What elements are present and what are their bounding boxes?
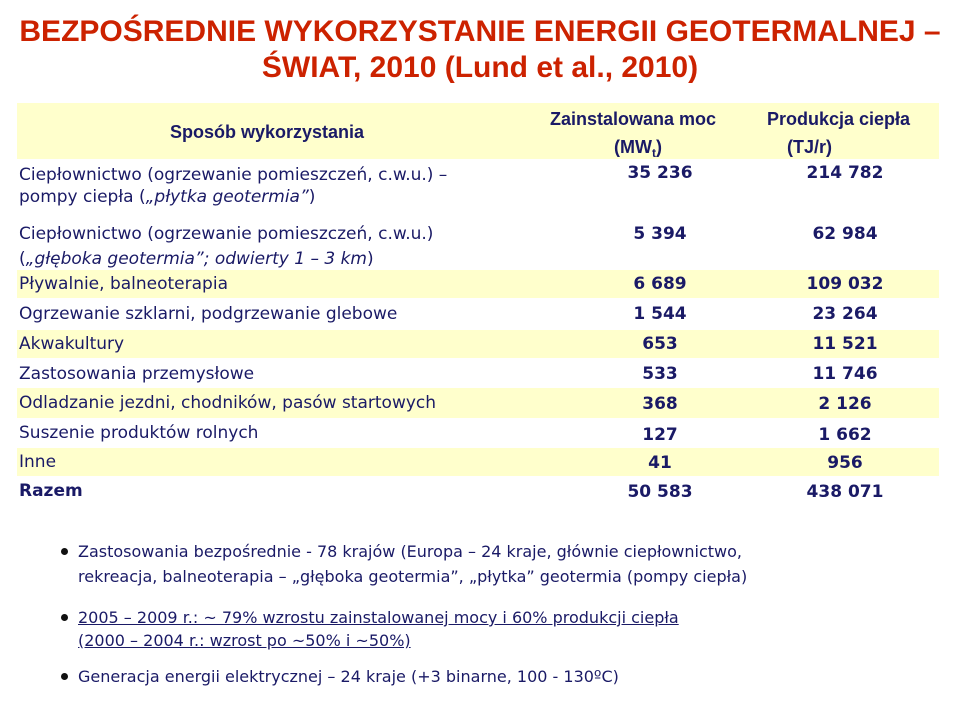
bullet-2-line1: 2005 – 2009 r.: ~ 79% wzrostu zainstalowanej mocy i 60% produkcji ciepła <box>78 608 679 627</box>
row-3-power: 1 544 <box>633 304 687 324</box>
row-5-heat: 11 746 <box>812 364 878 384</box>
row-7-label: Suszenie produktów rolnych <box>19 423 259 443</box>
row-0-label-line1: Ciepłownictwo (ogrzewanie pomieszczeń, c.w.u.) – <box>19 165 448 185</box>
row-1-label-line2: („głęboka geotermia”; odwierty 1 – 3 km) <box>19 249 374 269</box>
row-5-power: 533 <box>642 364 678 384</box>
row-2-power: 6 689 <box>633 274 687 294</box>
row-9-heat: 438 071 <box>806 482 884 502</box>
row-3-label: Ogrzewanie szklarni, podgrzewanie glebowe <box>19 304 398 324</box>
bullet-1-line2: rekreacja, balneoterapia – „głęboka geotermia”, „płytka” geotermia (pompy ciepła) <box>78 567 748 586</box>
row-6-label: Odladzanie jezdni, chodników, pasów startowych <box>19 393 437 413</box>
bullet-dot-1 <box>61 548 68 555</box>
col-header-power-line2: $(MW_t)$ <box>614 137 662 160</box>
bullet-1-line1: Zastosowania bezpośrednie - 78 krajów (Europa – 24 kraje, głównie ciepłownictwo, <box>78 542 743 561</box>
row-7-power: 127 <box>642 425 678 445</box>
row-4-heat: 11 521 <box>812 334 878 354</box>
col-header-heat-line1: Produkcja ciepła <box>767 109 911 129</box>
row-8-power: 41 <box>648 453 672 473</box>
col-header-power-line1: Zainstalowana moc <box>550 109 717 129</box>
page-title-line2: ŚWIAT, 2010 (Lund et al., 2010) <box>261 51 699 84</box>
row-7-heat: 1 662 <box>818 425 872 445</box>
row-6-power: 368 <box>642 394 678 414</box>
row-2-label: Pływalnie, balneoterapia <box>19 274 228 294</box>
row-6-heat: 2 126 <box>818 394 872 414</box>
row-0-heat: 214 782 <box>806 163 884 183</box>
col-header-usage: Sposób wykorzystania <box>170 122 365 142</box>
row-8-label: Inne <box>19 452 57 472</box>
bullet-dot-3 <box>61 673 68 680</box>
row-8-heat: 956 <box>827 453 863 473</box>
row-3-heat: 23 264 <box>812 304 878 324</box>
bullet-2-line2: (2000 – 2004 r.: wzrost po ~50% i ~50%) <box>78 631 411 650</box>
page-title-line1: BEZPOŚREDNIE WYKORZYSTANIE ENERGII GEOTERMALNEJ – <box>19 15 941 48</box>
bullet-dot-2 <box>61 614 68 621</box>
row-0-label-line2: pompy ciepła („płytka geotermia”) <box>19 187 316 207</box>
row-1-power: 5 394 <box>633 224 687 244</box>
row-0-power: 35 236 <box>627 163 693 183</box>
col-header-heat-line2: (TJ/r) <box>787 137 832 157</box>
row-4-label: Akwakultury <box>19 334 125 354</box>
row-1-label-line1: Ciepłownictwo (ogrzewanie pomieszczeń, c.w.u.) <box>19 224 434 244</box>
bullet-3-line1: Generacja energii elektrycznej – 24 kraje (+3 binarne, 100 - 130ºC) <box>78 667 619 686</box>
row-5-label: Zastosowania przemysłowe <box>19 364 255 384</box>
row-9-power: 50 583 <box>627 482 693 502</box>
row-4-power: 653 <box>642 334 678 354</box>
row-2-heat: 109 032 <box>806 274 884 294</box>
row-9-label: Razem <box>19 481 83 501</box>
row-1-heat: 62 984 <box>812 224 878 244</box>
